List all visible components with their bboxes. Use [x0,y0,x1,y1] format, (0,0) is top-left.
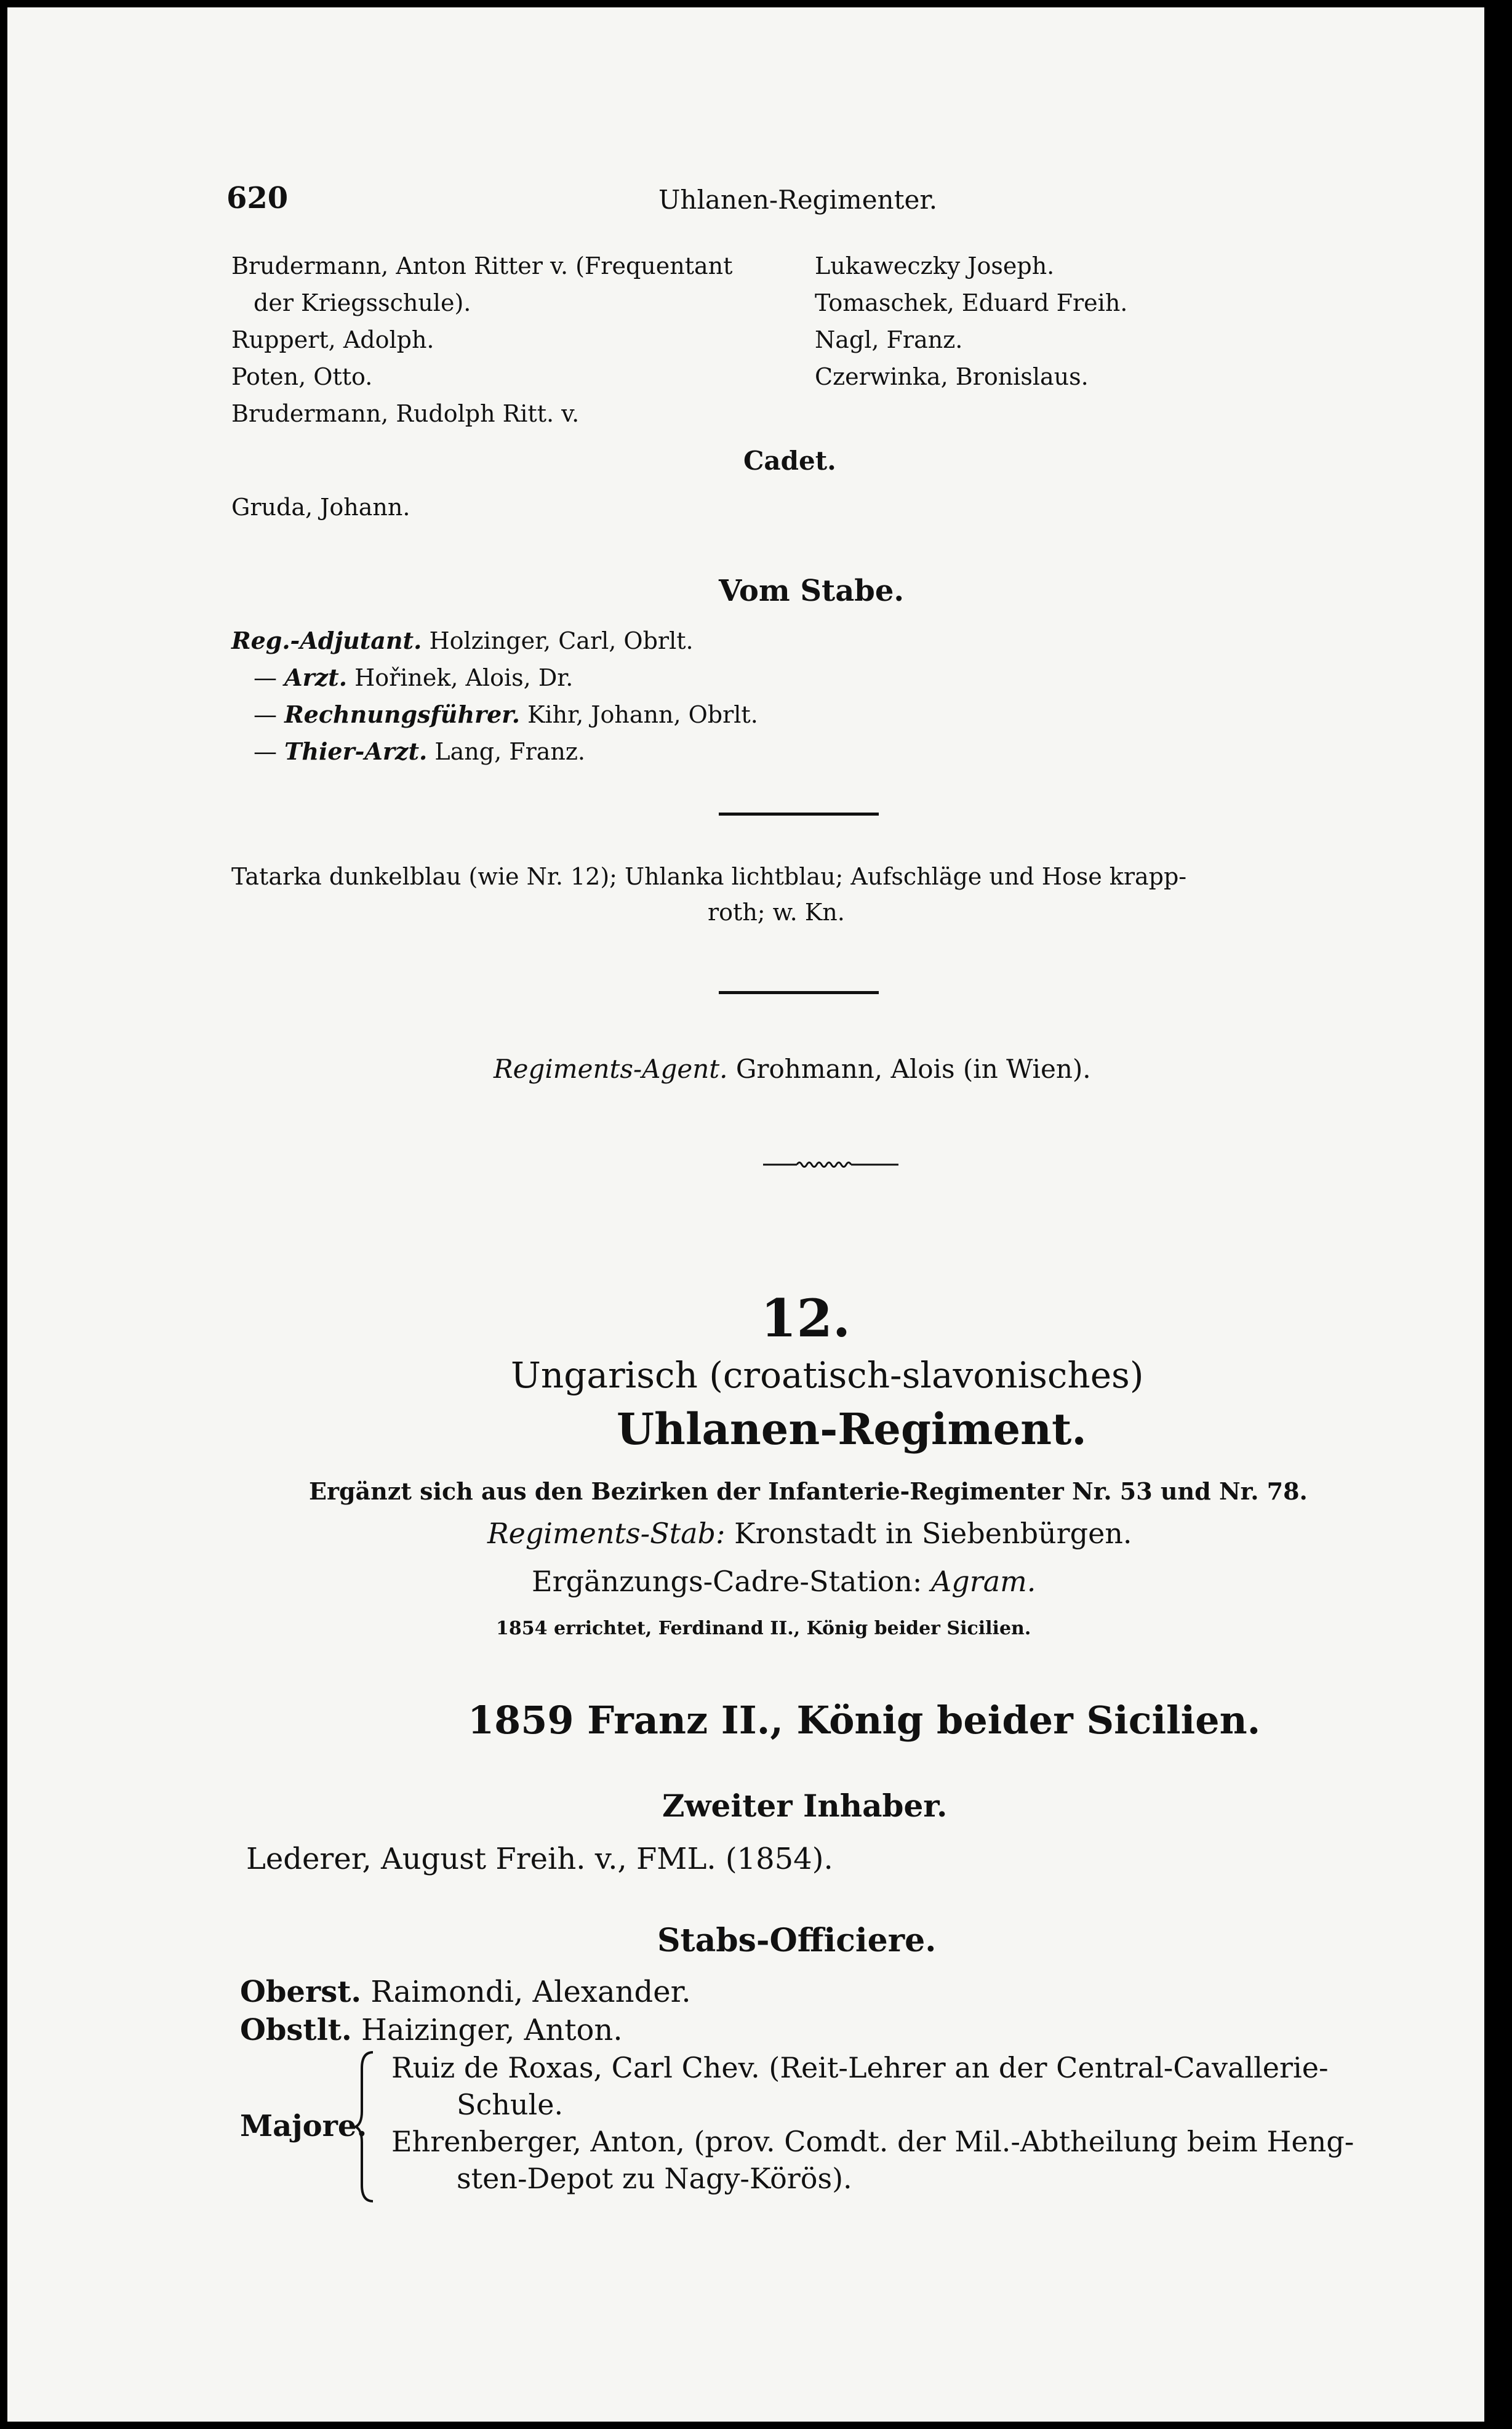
uniform-description-line: Tatarka dunkelblau (wie Nr. 12); Uhlanka lichtblau; Aufschläge und Hose krapp- [231,863,1187,890]
ornament-rule [763,1158,898,1171]
staff-role: Reg.-Adjutant. [231,627,422,654]
officer-name: Haizinger, Anton. [361,2013,623,2047]
major-entry-line: sten-Depot zu Nagy-Körös). [457,2162,852,2195]
uniform-description-line: roth; w. Kn. [708,899,845,926]
staff-entry [254,664,573,691]
officer-entry: Lukaweczky Joseph. [815,252,1055,279]
errichtet-line: 1854 errichtet, Ferdinand II., König beider Sicilien. [496,1618,1031,1639]
officer-entry: Tomaschek, Eduard Freih. [815,289,1128,316]
staff-entry [254,737,585,765]
vom-stabe-heading: Vom Stabe. [719,574,905,608]
officer-entry: Poten, Otto. [231,363,373,390]
staff-role: Arzt. [284,664,347,691]
staff-role: Rechnungsführer. [284,701,521,728]
staff-name: Hořinek, Alois, Dr. [354,664,574,691]
major-entry-line: Schule. [457,2088,564,2121]
obstlt-entry [240,2013,623,2047]
running-title: Uhlanen-Regimenter. [658,185,938,215]
major-entry-line: Ruiz de Roxas, Carl Chev. (Reit-Lehrer an der Central-Cavallerie- [391,2051,1329,2084]
rank-label: Obstlt. [240,2013,352,2047]
regiment-number: 12. [761,1288,851,1349]
brace-icon [354,2050,379,2204]
staff-dash: — [254,738,277,765]
regiment-title: Uhlanen-Regiment. [617,1403,1087,1455]
staff-name: Lang, Franz. [434,738,585,765]
zweiter-inhaber-heading: Zweiter Inhaber. [662,1788,948,1824]
agent-role: Regiments-Agent. [494,1054,728,1084]
oberst-entry [240,1975,691,2009]
officer-entry: Czerwinka, Bronislaus. [815,363,1089,390]
section-rule [719,813,879,816]
stab-value: Kronstadt in Siebenbürgen. [734,1517,1132,1550]
officer-entry: Nagl, Franz. [815,326,963,353]
staff-entry [254,701,758,728]
page-number: 620 [226,181,289,215]
regiment-agent [494,1054,1091,1084]
stab-label: Regiments-Stab: [487,1517,726,1550]
majore-rank: Majore. [240,2109,367,2143]
rank-label: Oberst. [240,1975,362,2009]
officer-name: Raimondi, Alexander. [370,1975,691,2009]
officer-entry: Ruppert, Adolph. [231,326,434,353]
staff-name: Kihr, Johann, Obrlt. [527,701,758,728]
staff-dash: — [254,701,277,728]
cadre-value: Agram. [931,1565,1036,1598]
section-rule [719,991,879,994]
cadre-station-line [532,1565,1036,1598]
stabs-officiere-heading: Stabs-Officiere. [657,1922,937,1959]
erganzt-line: Ergänzt sich aus den Bezirken der Infanterie-Regimenter Nr. 53 und Nr. 78. [309,1477,1308,1505]
staff-role: Thier-Arzt. [284,737,428,765]
staff-name: Holzinger, Carl, Obrlt. [429,627,694,654]
agent-name: Grohmann, Alois (in Wien). [735,1054,1091,1084]
cadre-label: Ergänzungs-Cadre-Station: [532,1565,922,1598]
officer-entry: Brudermann, Rudolph Ritt. v. [231,400,580,427]
major-entry-line: Ehrenberger, Anton, (prov. Comdt. der Mil.-Abtheilung beim Heng- [391,2125,1354,2158]
inhaber-line: 1859 Franz II., König beider Sicilien. [468,1698,1261,1743]
officer-entry: der Kriegsschule). [254,289,471,316]
officer-entry: Brudermann, Anton Ritter v. (Frequentant [231,252,733,279]
document-page [7,7,1484,2422]
staff-dash: — [254,664,277,691]
regiment-subtitle: Ungarisch (croatisch-slavonisches) [511,1354,1144,1396]
zweiter-inhaber-name: Lederer, August Freih. v., FML. (1854). [246,1842,833,1876]
regiments-stab-line [487,1517,1132,1550]
staff-entry [231,627,694,654]
cadet-name: Gruda, Johann. [231,494,410,521]
cadet-heading: Cadet. [743,446,836,476]
